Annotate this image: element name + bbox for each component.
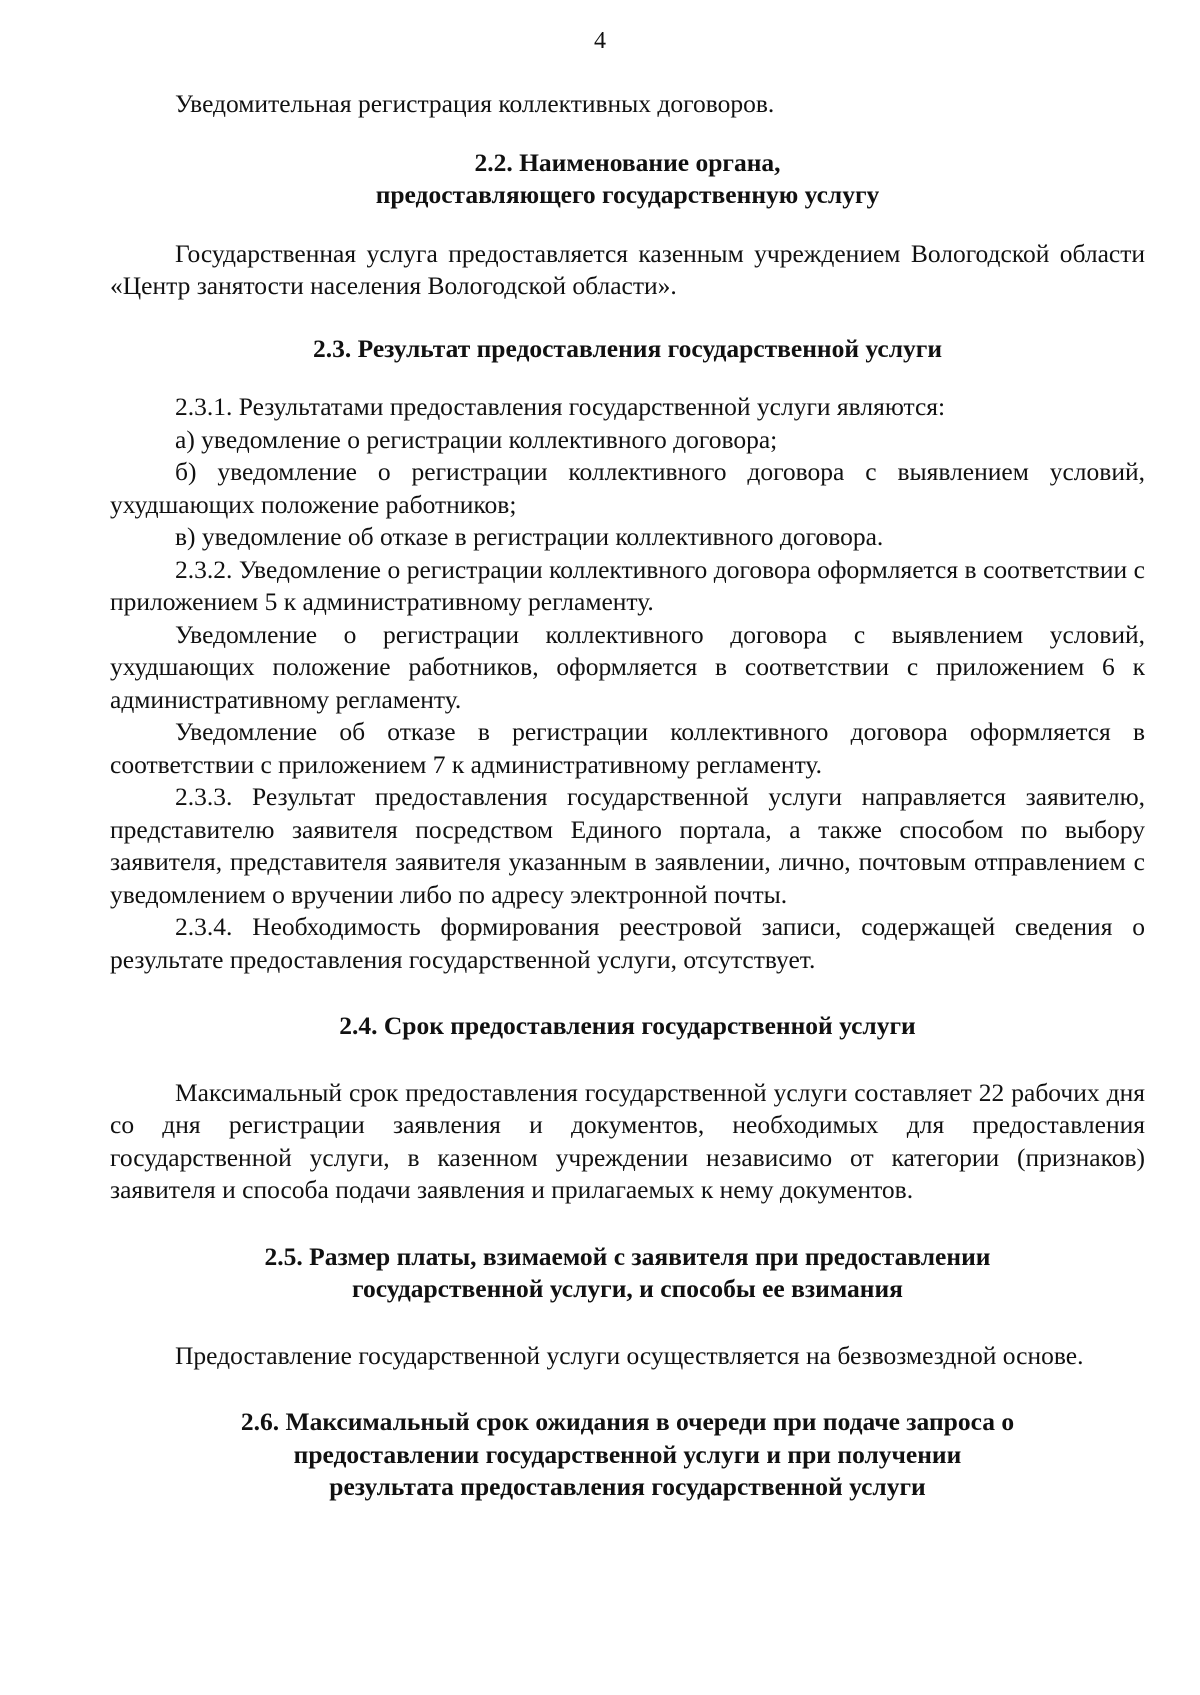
- spacer: [110, 1043, 1145, 1077]
- section-2-5-heading-line-1: 2.5. Размер платы, взимаемой с заявителя при предоставлении: [264, 1241, 991, 1271]
- section-2-5-heading: [110, 1241, 1145, 1306]
- section-2-3-2-paragraph-b: Уведомление о регистрации коллективного договора с выявлением условий, ухудшающих положение работников, оформляется в соответствии с приложением 6 к административному регламенту.: [110, 619, 1145, 714]
- section-2-2-heading: [110, 147, 1145, 212]
- spacer: [110, 303, 1145, 333]
- spacer: [110, 976, 1145, 1010]
- section-2-2-heading-line-2: предоставляющего государственную услугу: [375, 180, 880, 209]
- intro-paragraph: Уведомительная регистрация коллективных договоров.: [175, 89, 775, 118]
- section-2-5-heading-line-2: государственной услуги, и способы ее взимания: [352, 1274, 903, 1303]
- spacer: [110, 365, 1145, 391]
- spacer: [110, 1372, 1145, 1406]
- section-2-3-2-paragraph-c: Уведомление об отказе в регистрации коллективного договора оформляется в соответствии с приложением 7 к административному регламенту.: [110, 717, 1145, 779]
- section-2-6-heading-line-3: результата предоставления государственной услуги: [329, 1472, 926, 1501]
- page-number: 4: [594, 28, 606, 54]
- section-2-3-heading: 2.3. Результат предоставления государственной услуги: [312, 333, 943, 363]
- section-2-6-heading-line-1: 2.6. Максимальный срок ожидания в очереди при подаче запроса о: [240, 1407, 1015, 1436]
- section-2-3-2-paragraph: 2.3.2. Уведомление о регистрации коллективного договора оформляется в соответствии с приложением 5 к административному регламенту.: [110, 554, 1145, 616]
- section-2-4-paragraph: Максимальный срок предоставления государственной услуги составляет 22 рабочих дня со дня регистрации заявления и документов, необходимых для предоставления государственной услуги, в казенном учреждении независимо от категории (признаков) заявителя и способа подачи заявления и прилагаемых к нему документов.: [110, 1077, 1145, 1204]
- section-2-3-1-item-b: б) уведомление о регистрации коллективного договора с выявлением условий, ухудшающих положение работников;: [110, 457, 1145, 519]
- section-2-2-paragraph: Государственная услуга предоставляется казенным учреждением Вологодской области «Центр занятости населения Вологодской области».: [110, 238, 1145, 300]
- spacer: [110, 212, 1145, 238]
- section-2-3-3-paragraph: 2.3.3. Результат предоставления государственной услуги направляется заявителю, представителю заявителя посредством Единого портала, а также способом по выбору заявителя, представителя заявителя указанным в заявлении, лично, почтовым отправлением с уведомлением о вручении либо по адресу электронной почты.: [110, 782, 1145, 909]
- spacer: [110, 1207, 1145, 1241]
- section-2-3-1-item-v: в) уведомление об отказе в регистрации коллективного договора.: [175, 522, 884, 551]
- section-2-5-paragraph: Предоставление государственной услуги осуществляется на безвозмездной основе.: [175, 1340, 1084, 1370]
- section-2-3-1-paragraph: 2.3.1. Результатами предоставления государственной услуги являются:: [175, 392, 946, 421]
- section-2-6-heading-line-2: предоставлении государственной услуги и при получении: [293, 1439, 962, 1469]
- section-2-3-1-item-a: а) уведомление о регистрации коллективного договора;: [175, 424, 778, 454]
- document-content: [110, 88, 1145, 1504]
- section-2-3-4-paragraph: 2.3.4. Необходимость формирования реестровой записи, содержащей сведения о результате предоставления государственной услуги, отсутствует.: [110, 912, 1145, 974]
- section-2-4-heading: 2.4. Срок предоставления государственной услуги: [339, 1011, 916, 1040]
- spacer: [110, 1306, 1145, 1340]
- section-2-2-heading-line-1: 2.2. Наименование органа,: [474, 147, 781, 177]
- spacer: [110, 121, 1145, 147]
- section-2-6-heading: [110, 1406, 1145, 1504]
